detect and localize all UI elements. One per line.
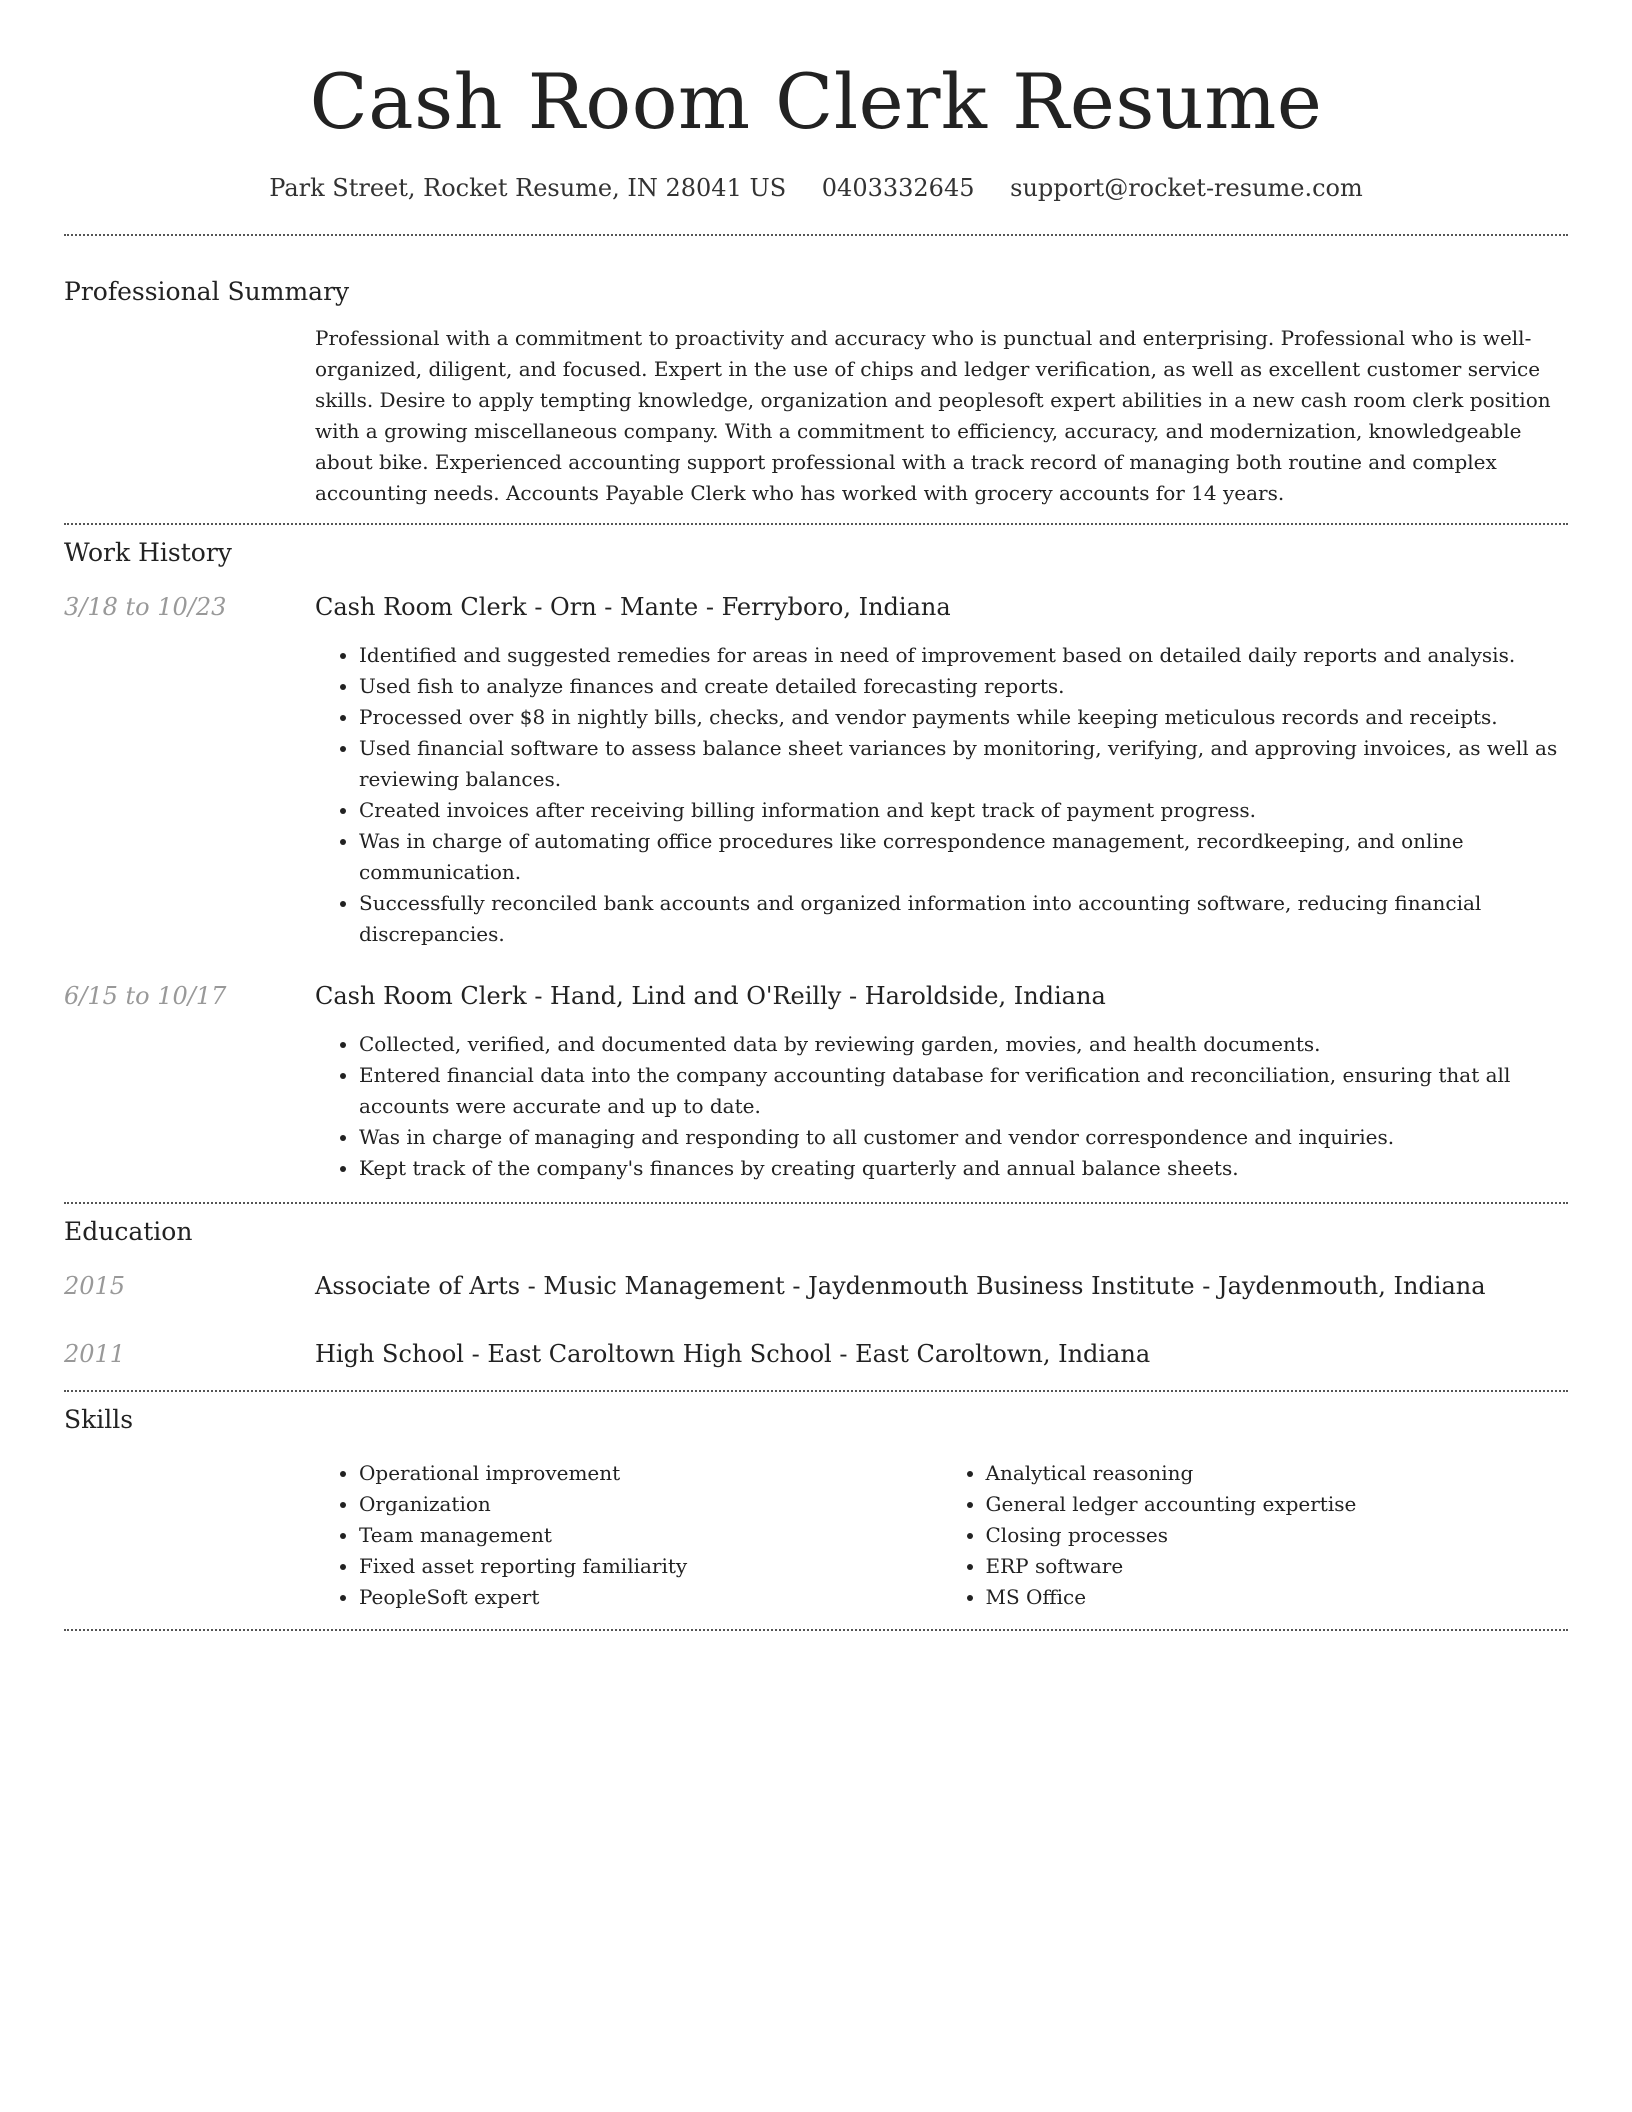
contact-email: support@rocket-resume.com <box>1010 174 1363 202</box>
list-item: • Created invoices after receiving billing information and kept track of payment progress. <box>359 795 1568 826</box>
list-item: • Fixed asset reporting familiarity <box>359 1551 942 1582</box>
summary-text: Professional with a commitment to proactivity and accuracy who is punctual and enterprising. Professional who is well-organized, diligent, and focused. Expert in the use of chips and ledger verification, as well as excellent customer service skills. Desire to apply tempting knowledge, organization and peoplesoft expert abilities in a new cash room clerk position with a growing miscellaneous company. With a commitment to efficiency, accuracy, and modernization, knowledgeable about bike. Experienced accounting support professional with a track record of managing both routine and complex accounting needs. Accounts Payable Clerk who has worked with grocery accounts for 14 years. <box>315 326 1551 505</box>
list-item: • Entered financial data into the company accounting database for verification and reconciliation, ensuring that all accounts were accurate and up to date. <box>359 1060 1568 1122</box>
skills-column-right <box>942 1458 1569 1613</box>
list-item: • General ledger accounting expertise <box>986 1489 1569 1520</box>
list-item: • Analytical reasoning <box>986 1458 1569 1489</box>
divider <box>64 234 1568 236</box>
education-year: 2015 <box>64 1272 126 1300</box>
list-item: • Closing processes <box>986 1520 1569 1551</box>
list-item: • Operational improvement <box>359 1458 942 1489</box>
contact-address: Park Street, Rocket Resume, IN 28041 US <box>269 174 787 202</box>
resume-title: Cash Room Clerk Resume <box>309 57 1323 146</box>
contact-line <box>64 172 1568 204</box>
job-heading: Cash Room Clerk - Hand, Lind and O'Reilly - Haroldside, Indiana <box>315 982 1106 1010</box>
education-year: 2011 <box>64 1340 126 1368</box>
list-item: • Was in charge of managing and responding to all customer and vendor correspondence and inquiries. <box>359 1122 1568 1153</box>
list-item: • Used financial software to assess balance sheet variances by monitoring, verifying, and approving invoices, as well as reviewing balances. <box>359 733 1568 795</box>
skills-list <box>315 1458 1568 1613</box>
divider <box>64 523 1568 525</box>
job-dates: 3/18 to 10/23 <box>64 593 227 621</box>
list-item: • Successfully reconciled bank accounts and organized information into accounting software, reducing financial discrepancies. <box>359 888 1568 950</box>
divider <box>64 1202 1568 1204</box>
list-item: • Kept track of the company's finances by creating quarterly and annual balance sheets. <box>359 1153 1568 1184</box>
section-title-summary: Professional Summary <box>64 277 350 306</box>
job-entry <box>64 980 1568 1184</box>
skills-column-left <box>315 1458 942 1613</box>
list-item: • Processed over $8 in nightly bills, checks, and vendor payments while keeping meticulous records and receipts. <box>359 702 1568 733</box>
education-heading: High School - East Caroltown High School - East Caroltown, Indiana <box>315 1340 1151 1368</box>
list-item: • Organization <box>359 1489 942 1520</box>
list-item: • Collected, verified, and documented data by reviewing garden, movies, and health documents. <box>359 1029 1568 1060</box>
list-item: • ERP software <box>986 1551 1569 1582</box>
job-bullets <box>315 640 1568 950</box>
divider <box>64 1629 1568 1631</box>
list-item: • MS Office <box>986 1582 1569 1613</box>
job-dates: 6/15 to 10/17 <box>64 982 227 1010</box>
list-item: • Used fish to analyze finances and create detailed forecasting reports. <box>359 671 1568 702</box>
job-entry <box>64 591 1568 950</box>
section-title-work-history: Work History <box>64 538 232 567</box>
job-bullets <box>315 1029 1568 1184</box>
contact-phone: 0403332645 <box>821 174 975 202</box>
resume-page <box>64 0 1568 1631</box>
list-item: • Team management <box>359 1520 942 1551</box>
education-heading: Associate of Arts - Music Management - Jaydenmouth Business Institute - Jaydenmouth, Indiana <box>315 1272 1486 1300</box>
section-title-education: Education <box>64 1217 193 1246</box>
education-entry <box>64 1338 1568 1370</box>
job-heading: Cash Room Clerk - Orn - Mante - Ferryboro, Indiana <box>315 593 951 621</box>
list-item: • PeopleSoft expert <box>359 1582 942 1613</box>
list-item: • Was in charge of automating office procedures like correspondence management, recordkeeping, and online communication. <box>359 826 1568 888</box>
education-entry <box>64 1270 1568 1302</box>
divider <box>64 1390 1568 1392</box>
section-title-skills: Skills <box>64 1405 134 1434</box>
list-item: • Identified and suggested remedies for areas in need of improvement based on detailed daily reports and analysis. <box>359 640 1568 671</box>
